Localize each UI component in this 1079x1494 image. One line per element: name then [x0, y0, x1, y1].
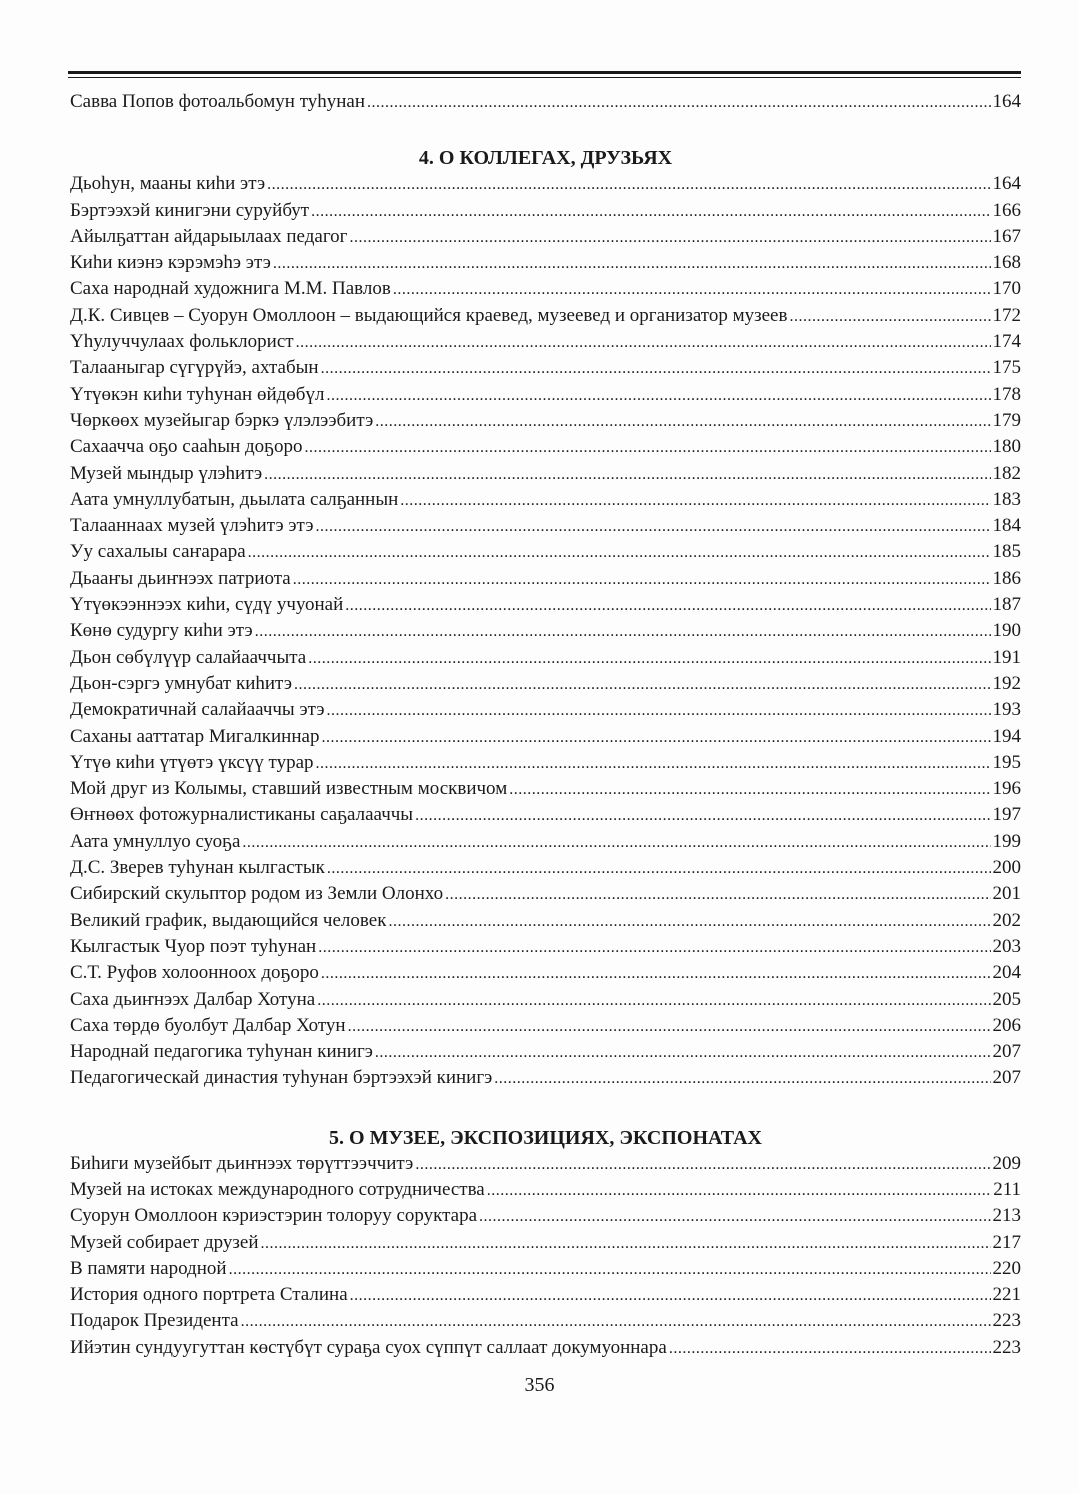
toc-entry[interactable] — [70, 224, 1021, 250]
toc-entry[interactable] — [70, 908, 1021, 934]
dot-leader — [264, 462, 990, 488]
toc-entry-page: 203 — [992, 935, 1021, 957]
toc-entry-title: В памяти народной — [70, 1257, 227, 1279]
toc-entry-title: Дьааҥы дьиҥнээх патриота — [70, 567, 291, 589]
toc-entry-page: 166 — [992, 199, 1021, 221]
dot-leader — [229, 1257, 991, 1283]
section-heading: 4. О КОЛЛЕГАХ, ДРУЗЬЯХ — [418, 147, 673, 170]
toc-entry[interactable] — [70, 960, 1021, 986]
toc-entry-title: Народнай педагогика туһунан кинигэ — [70, 1041, 373, 1063]
toc-entry[interactable] — [70, 250, 1021, 276]
toc-entry[interactable] — [70, 1308, 1021, 1334]
toc-entry[interactable] — [70, 171, 1021, 197]
toc-entry-page: 183 — [992, 488, 1021, 510]
toc-entry-title: Подарок Президента — [70, 1310, 239, 1332]
toc-entry-title: Үтүөкээннээх киһи, сүдү учуонай — [70, 594, 344, 616]
toc-entry-title: Айылҕаттан айдарыылаах педагог — [70, 225, 348, 247]
toc-entry-title: Педагогическай династия туһунан бэртээхэй кинигэ — [70, 1067, 493, 1089]
toc-entry-title: Ийэтин сундуугуттан көстүбүт сураҕа суох сүппүт саллаат докумуоннара — [70, 1336, 667, 1358]
toc-entry-page: 207 — [992, 1067, 1021, 1089]
toc-entry-page: 187 — [992, 594, 1021, 616]
toc-entry-page: 217 — [992, 1231, 1021, 1253]
toc-entry[interactable] — [70, 750, 1021, 776]
header-rule-thick — [68, 71, 1021, 74]
toc-entry-title: Музей на истоках международного сотрудничества — [70, 1178, 485, 1200]
toc-entry[interactable] — [70, 1039, 1021, 1065]
toc-entry-page: 201 — [992, 883, 1021, 905]
toc-entry[interactable] — [70, 645, 1021, 671]
toc-entry-title: Киһи киэнэ кэрэмэһэ этэ — [70, 252, 271, 274]
dot-leader — [388, 909, 990, 935]
toc-entry-title: С.Т. Руфов холоонноох доҕоро — [70, 962, 319, 984]
toc-entry[interactable] — [70, 1013, 1021, 1039]
toc-entry-page: 196 — [992, 778, 1021, 800]
toc-entry[interactable] — [70, 697, 1021, 723]
toc-entry[interactable] — [70, 618, 1021, 644]
toc-entry-title: Талааныгар сүгүрүйэ, ахтабын — [70, 357, 319, 379]
toc-entry[interactable] — [70, 276, 1021, 302]
toc-entry[interactable] — [70, 1151, 1021, 1177]
toc-entry-page: 175 — [992, 357, 1021, 379]
dot-leader — [415, 1152, 990, 1178]
toc-entry[interactable] — [70, 1282, 1021, 1308]
section-entries — [70, 1151, 1021, 1361]
dot-leader — [375, 409, 990, 435]
toc-entry-page: 206 — [992, 1014, 1021, 1036]
dot-leader — [321, 725, 990, 751]
toc-entry[interactable] — [70, 855, 1021, 881]
toc-entry-page: 179 — [992, 409, 1021, 431]
dot-leader — [327, 698, 991, 724]
toc-entry-page: 211 — [993, 1178, 1021, 1200]
toc-entry-title: История одного портрета Сталина — [70, 1284, 348, 1306]
toc-entry-page: 174 — [992, 331, 1021, 353]
dot-leader — [318, 935, 990, 961]
dot-leader — [315, 514, 990, 540]
toc-entry-title: Д.К. Сивцев – Суорун Омоллоон – выдающийся краевед, музеевед и организатор музеев — [70, 304, 788, 326]
toc-entry[interactable] — [70, 461, 1021, 487]
dot-leader — [326, 383, 990, 409]
toc-entry-page: 191 — [992, 646, 1021, 668]
dot-leader — [400, 488, 990, 514]
section-entries — [70, 171, 1021, 1091]
dot-leader — [669, 1336, 991, 1362]
toc-entry[interactable] — [70, 487, 1021, 513]
toc-entry[interactable] — [70, 671, 1021, 697]
toc-entry[interactable] — [70, 987, 1021, 1013]
toc-entry[interactable] — [70, 1065, 1021, 1091]
toc-entry[interactable] — [70, 1230, 1021, 1256]
toc-entry-title: Саха народнай художнига М.М. Павлов — [70, 278, 391, 300]
toc-entry[interactable] — [70, 881, 1021, 907]
toc-entry-title: Дьон-сэргэ умнубат киһитэ — [70, 672, 292, 694]
toc-entry-title: Саха дьиҥнээх Далбар Хотуна — [70, 988, 316, 1010]
toc-entry-title: Дьоһун, мааны киһи этэ — [70, 173, 266, 195]
toc-entry-title: Саханы ааттатар Мигалкиннар — [70, 725, 320, 747]
dot-leader — [242, 830, 990, 856]
toc-entry[interactable] — [70, 566, 1021, 592]
toc-entry-page: 197 — [992, 804, 1021, 826]
toc-entry-page: 194 — [992, 725, 1021, 747]
toc-entry-title: Саха төрдө буолбут Далбар Хотун — [70, 1014, 346, 1036]
dot-leader — [294, 672, 991, 698]
toc-entry-title: Аата умнуллуо суоҕа — [70, 830, 241, 852]
toc-entry-page: 223 — [992, 1310, 1021, 1332]
toc-entry[interactable] — [70, 355, 1021, 381]
page-number: 356 — [524, 1374, 555, 1396]
toc-entry-page: 182 — [992, 462, 1021, 484]
toc-entry-page: 199 — [992, 830, 1021, 852]
dot-leader — [393, 277, 991, 303]
toc-entry-title: Дьон сөбүлүүр салайааччыта — [70, 646, 307, 668]
toc-entry[interactable] — [70, 382, 1021, 408]
toc-entry[interactable] — [70, 198, 1021, 224]
toc-entry[interactable] — [70, 724, 1021, 750]
toc-entry[interactable] — [70, 934, 1021, 960]
dot-leader — [293, 567, 991, 593]
toc-entry[interactable] — [70, 1203, 1021, 1229]
toc-entry-page: 185 — [992, 541, 1021, 563]
dot-leader — [345, 593, 990, 619]
toc-entry-title: Үһулуччулаах фольклорист — [70, 331, 294, 353]
toc-entry-title: Сибирский скульптор родом из Земли Олонхо — [70, 883, 444, 905]
toc-entry[interactable] — [70, 434, 1021, 460]
dot-leader — [375, 1040, 991, 1066]
dot-leader — [348, 1014, 991, 1040]
toc-entry[interactable] — [70, 1177, 1021, 1203]
toc-entry-page: 180 — [992, 436, 1021, 458]
toc-entry[interactable] — [70, 1256, 1021, 1282]
dot-leader — [296, 330, 991, 356]
dot-leader — [321, 961, 991, 987]
toc-entry[interactable] — [70, 802, 1021, 828]
toc-entry[interactable] — [70, 303, 1021, 329]
dot-leader — [308, 646, 990, 672]
dot-leader — [415, 803, 990, 829]
dot-leader — [267, 172, 990, 198]
toc-entry-page: 209 — [992, 1152, 1021, 1174]
toc-entry-title: Аата умнуллубатын, дьылата салҕаннын — [70, 488, 399, 510]
toc-entry-page: 178 — [992, 383, 1021, 405]
dot-leader — [248, 540, 991, 566]
toc-entry-title: Бэртээхэй кинигэни суруйбут — [70, 199, 310, 221]
dot-leader — [494, 1066, 990, 1092]
toc-entry-title: Демократичнай салайааччы этэ — [70, 699, 325, 721]
toc-entry-title: Музей мындыр үлэһитэ — [70, 462, 263, 484]
section-heading: 5. О МУЗЕЕ, ЭКСПОЗИЦИЯХ, ЭКСПОНАТАХ — [329, 1126, 762, 1149]
toc-entry-page: 168 — [992, 252, 1021, 274]
dot-leader — [261, 1231, 991, 1257]
toc-entry-title: Көнө судургу киһи этэ — [70, 620, 253, 642]
toc-entry-page: 170 — [992, 278, 1021, 300]
toc-entry[interactable] — [70, 513, 1021, 539]
toc-entry[interactable] — [70, 329, 1021, 355]
toc-entry[interactable] — [70, 829, 1021, 855]
dot-leader — [350, 1283, 991, 1309]
dot-leader — [255, 619, 991, 645]
toc-entry-title: Уу сахалыы саҥарара — [70, 541, 246, 563]
toc-entry-title: Савва Попов фотоальбомун туһунан — [70, 91, 366, 112]
toc-entry-page: 223 — [992, 1336, 1021, 1358]
dot-leader — [304, 435, 990, 461]
toc-entry-page: 205 — [992, 988, 1021, 1010]
toc-entry-page: 220 — [992, 1257, 1021, 1279]
toc-entry[interactable] — [70, 89, 1021, 115]
dot-leader — [789, 304, 990, 330]
toc-entry-title: Великий график, выдающийся человек — [70, 909, 387, 931]
toc-entry-page: 190 — [992, 620, 1021, 642]
toc-entry-title: Музей собирает друзей — [70, 1231, 259, 1253]
dot-leader — [241, 1309, 991, 1335]
toc-entry[interactable] — [70, 539, 1021, 565]
toc-entry-page: 184 — [992, 515, 1021, 537]
toc-entry-page: 193 — [992, 699, 1021, 721]
dot-leader — [317, 988, 990, 1014]
toc-entry-title: Үтүө киһи үтүөтэ үксүү турар — [70, 751, 314, 773]
toc-entry-title: Д.С. Зверев туһунан кылгастык — [70, 857, 325, 879]
dot-leader — [367, 90, 990, 116]
dot-leader — [327, 856, 991, 882]
toc-entry-title: Мой друг из Колымы, ставший известным москвичом — [70, 778, 508, 800]
toc-entry-page: 167 — [992, 225, 1021, 247]
toc-entry-page: 200 — [992, 857, 1021, 879]
header-rule-thin — [68, 77, 1021, 78]
table-of-contents — [70, 89, 1021, 1361]
toc-entry-page: 213 — [992, 1205, 1021, 1227]
dot-leader — [509, 777, 990, 803]
toc-entry-page: 164 — [992, 91, 1021, 112]
toc-entry[interactable] — [70, 1335, 1021, 1361]
toc-entry[interactable] — [70, 776, 1021, 802]
toc-entry-page: 164 — [992, 173, 1021, 195]
toc-entry-title: Талааннаах музей үлэһитэ этэ — [70, 515, 314, 537]
dot-leader — [487, 1178, 991, 1204]
dot-leader — [445, 882, 990, 908]
dot-leader — [479, 1204, 990, 1230]
toc-entry-title: Суорун Омоллоон кэриэстэрин толоруу соруктара — [70, 1205, 478, 1227]
toc-entry-page: 172 — [992, 304, 1021, 326]
toc-entry-title: Чөркөөх музейыгар бэркэ үлэлээбитэ — [70, 409, 374, 431]
toc-entry[interactable] — [70, 592, 1021, 618]
toc-entry-page: 195 — [992, 751, 1021, 773]
toc-entry[interactable] — [70, 408, 1021, 434]
toc-entry-page: 202 — [992, 909, 1021, 931]
toc-entry-title: Сахаачча оҕо сааһын доҕоро — [70, 436, 303, 458]
dot-leader — [273, 251, 991, 277]
dot-leader — [321, 356, 991, 382]
toc-entry-page: 207 — [992, 1041, 1021, 1063]
toc-entry-title: Биһиги музейбыт дьиҥнээх төрүттээччитэ — [70, 1152, 414, 1174]
toc-entry-title: Кылгастык Чуор поэт туһунан — [70, 935, 317, 957]
toc-entry-page: 192 — [992, 672, 1021, 694]
toc-entry-title: Үтүөкэн киһи туһунан өйдөбүл — [70, 383, 325, 405]
toc-entry-title: Өҥнөөх фотожурналистиканы саҕалааччы — [70, 804, 414, 826]
dot-leader — [311, 199, 990, 225]
toc-entry-page: 204 — [992, 962, 1021, 984]
dot-leader — [349, 225, 990, 251]
dot-leader — [316, 751, 991, 777]
toc-entry-page: 186 — [992, 567, 1021, 589]
toc-entry-page: 221 — [992, 1284, 1021, 1306]
